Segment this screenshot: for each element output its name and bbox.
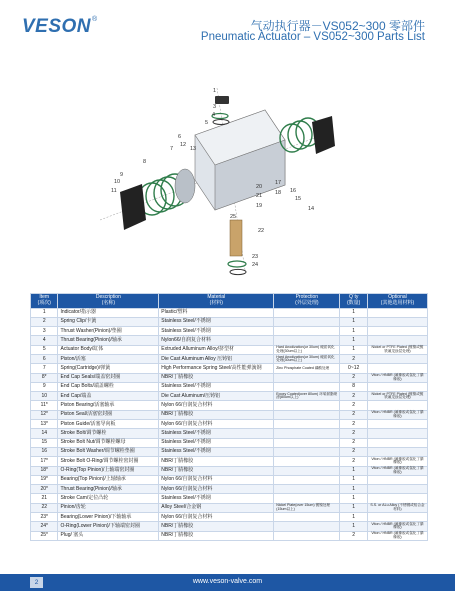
- cell-item: 12*: [31, 410, 58, 419]
- cell-item: 18*: [31, 466, 58, 475]
- cell-description: O-Ring(Lower Pinion)/下轴端密封圈: [58, 522, 159, 531]
- cell-description: End Cap Bolts/端盖螺栓: [58, 382, 159, 391]
- callout-23: 23: [252, 254, 259, 260]
- table-row: [31, 420, 428, 429]
- cell-optional: Viton / HNBR (氟橡胶或氢化丁腈橡胶): [367, 457, 427, 466]
- callout-20: 20: [256, 184, 263, 190]
- table-row: [31, 531, 428, 540]
- table-row: [31, 308, 428, 317]
- cell-material: Stainless Steel/不锈钢: [159, 429, 274, 438]
- page-footer: [0, 574, 455, 591]
- header-description: Description (名称): [58, 294, 159, 309]
- cell-optional: [367, 485, 427, 494]
- cell-description: Piston/活塞: [58, 354, 159, 363]
- cell-description: Stroke Cam/定位凸轮: [58, 494, 159, 503]
- table-header-row: [31, 294, 428, 309]
- cell-material: Stainless Steel/不锈钢: [159, 494, 274, 503]
- table-row: [31, 503, 428, 512]
- cell-optional: [367, 364, 427, 373]
- cell-optional: Viton / HNBR (氟橡胶或氢化丁腈橡胶): [367, 531, 427, 540]
- cell-description: Thrust Bearing(Pinion)/轴承: [58, 485, 159, 494]
- cell-item: 5: [31, 345, 58, 354]
- cell-protection: [274, 429, 340, 438]
- cell-qty: 1: [340, 327, 367, 336]
- cell-qty: 1: [340, 336, 367, 345]
- registered-mark: ®: [92, 16, 98, 23]
- cell-optional: Nickel or PTFE Plated (镀镍或镀铁氟龙涂层处理): [367, 345, 427, 354]
- cell-qty: 1: [340, 317, 367, 326]
- cell-protection: Hard Anodization(ur 30um) 硬质氧化处理(30um以上): [274, 354, 340, 363]
- table-row: [31, 447, 428, 456]
- cell-description: Stroke Bolt/调节螺栓: [58, 429, 159, 438]
- cell-item: 19*: [31, 475, 58, 484]
- top-oring-part: [213, 120, 229, 125]
- cell-protection: Nickel Plate(over 15um) 镀镍处理(15um以上): [274, 503, 340, 512]
- exploded-view-diagram: [80, 80, 340, 280]
- page-header: [0, 0, 455, 54]
- cell-protection: [274, 485, 340, 494]
- callout-9: 9: [120, 172, 124, 178]
- cell-material: NBR/丁腈橡胶: [159, 457, 274, 466]
- cell-protection: [274, 382, 340, 391]
- cell-description: Piston Seal/活塞密封圈: [58, 410, 159, 419]
- cell-material: High Performance Spring Steel/高性能弹簧钢: [159, 364, 274, 373]
- table-row: [31, 429, 428, 438]
- cell-description: End Cap/端盖: [58, 392, 159, 401]
- callout-13: 13: [190, 146, 197, 152]
- callout-6: 6: [178, 134, 182, 140]
- cell-description: Stroke Bolt Nut/调节螺栓螺母: [58, 438, 159, 447]
- table-row: [31, 382, 428, 391]
- cell-material: Plastic/塑料: [159, 308, 274, 317]
- cell-material: Nylon 66/自润复合材料: [159, 513, 274, 522]
- cell-material: Stainless Steel/不锈钢: [159, 447, 274, 456]
- cell-optional: [367, 354, 427, 363]
- pinion-part: [230, 220, 242, 256]
- table-row: [31, 345, 428, 354]
- cell-material: Stainless Steel/不锈钢: [159, 317, 274, 326]
- cell-item: 22: [31, 503, 58, 512]
- cell-material: Die Cast Aluminum/压铸铝: [159, 392, 274, 401]
- lower-bearing-part: [228, 261, 246, 267]
- callout-14: 14: [308, 206, 315, 212]
- lower-oring-part: [230, 269, 246, 274]
- cell-qty: 2: [340, 410, 367, 419]
- callout-12: 12: [180, 142, 187, 148]
- cell-item: 4: [31, 336, 58, 345]
- cell-description: Spring Clip/卡簧: [58, 317, 159, 326]
- table-row: [31, 475, 428, 484]
- callout-2: 2: [217, 96, 221, 102]
- callout-11: 11: [111, 188, 117, 194]
- cell-item: 6: [31, 354, 58, 363]
- cell-description: Bearing(Lower Pinion)/下轴轴承: [58, 513, 159, 522]
- cell-optional: Viton / HNBR (氟橡胶或氢化丁腈橡胶): [367, 522, 427, 531]
- cell-qty: 2: [340, 392, 367, 401]
- cell-protection: [274, 327, 340, 336]
- table-row: [31, 336, 428, 345]
- cell-qty: 2: [340, 457, 367, 466]
- table-row: [31, 522, 428, 531]
- cell-optional: [367, 327, 427, 336]
- callout-16: 16: [290, 188, 297, 194]
- callout-25: 25: [230, 214, 237, 220]
- cell-optional: [367, 382, 427, 391]
- left-end-cap-part: [120, 184, 146, 230]
- table-row: [31, 373, 428, 382]
- cell-optional: [367, 513, 427, 522]
- cell-material: NBR/丁腈橡胶: [159, 373, 274, 382]
- cell-material: Nylon 66/自润复合材料: [159, 485, 274, 494]
- header-optional: Optional (其他选用材料): [367, 294, 427, 309]
- cell-optional: [367, 475, 427, 484]
- title-english: Pneumatic Actuator – VS052~300 Parts List: [200, 31, 425, 43]
- cell-qty: 2: [340, 429, 367, 438]
- header-protection: Protection (外层处理): [274, 294, 340, 309]
- cell-item: 14: [31, 429, 58, 438]
- callout-1: 1: [213, 88, 217, 94]
- cell-optional: [367, 336, 427, 345]
- cell-qty: 0~12: [340, 364, 367, 373]
- cell-protection: [274, 513, 340, 522]
- parts-table: [30, 293, 428, 541]
- table-row: [31, 513, 428, 522]
- cell-optional: [367, 401, 427, 410]
- cell-item: 23*: [31, 513, 58, 522]
- cell-description: Plug/ 塞头: [58, 531, 159, 540]
- cell-protection: [274, 410, 340, 419]
- cell-optional: Viton / HNBR (氟橡胶或氢化丁腈橡胶): [367, 373, 427, 382]
- callout-3: 3: [213, 104, 217, 110]
- cell-protection: Zinc Phosphate Coated 磷酸处理: [274, 364, 340, 373]
- cell-description: Thrust Bearing(Pinion)/轴承: [58, 336, 159, 345]
- cell-item: 3: [31, 327, 58, 336]
- cell-item: 21: [31, 494, 58, 503]
- cell-material: Stainless Steel/不锈钢: [159, 382, 274, 391]
- actuator-body-part: [195, 110, 285, 210]
- cell-optional: Nickel or PTFE Plated (镀镍或镀铁氟龙涂层处理): [367, 392, 427, 401]
- cell-qty: 1: [340, 308, 367, 317]
- brand-logo: [22, 16, 97, 38]
- cell-item: 7: [31, 364, 58, 373]
- cell-optional: [367, 420, 427, 429]
- cell-description: Piston Guide/活塞导向板: [58, 420, 159, 429]
- cell-protection: Hard Anodization(ur 30um) 硬质氧化处理(30um以上): [274, 345, 340, 354]
- cell-protection: [274, 475, 340, 484]
- cell-description: Indicator/指示器: [58, 308, 159, 317]
- cell-item: 17*: [31, 457, 58, 466]
- logo-text: VESON: [22, 16, 92, 37]
- cell-qty: 1: [340, 513, 367, 522]
- cell-optional: [367, 317, 427, 326]
- cell-optional: S.S. or ALu Alloy (不锈钢或铝合金材料): [367, 503, 427, 512]
- cell-material: Nylon 66/自润复合材料: [159, 420, 274, 429]
- cell-description: Bearing(Top Pinion)/上轴轴承: [58, 475, 159, 484]
- cell-material: Alloy Steel/合金钢: [159, 503, 274, 512]
- cell-qty: 1: [340, 503, 367, 512]
- callout-7: 7: [170, 146, 174, 152]
- header-material: Material (材料): [159, 294, 274, 309]
- callout-15: 15: [295, 196, 302, 202]
- cell-optional: [367, 438, 427, 447]
- cell-item: 24*: [31, 522, 58, 531]
- cell-material: Nylon 66/自润复合材料: [159, 475, 274, 484]
- cell-material: NBR/丁腈橡胶: [159, 522, 274, 531]
- cell-description: Stroke Bolt O-Ring/调节螺栓密封圈: [58, 457, 159, 466]
- cell-material: NBR/丁腈橡胶: [159, 410, 274, 419]
- cell-item: 25*: [31, 531, 58, 540]
- cell-item: 15: [31, 438, 58, 447]
- cell-description: Stroke Bolt Washer/调节螺栓垫圈: [58, 447, 159, 456]
- cell-material: NBR/丁腈橡胶: [159, 531, 274, 540]
- cell-protection: Epoxy Coated(over 80um) 环氧树脂喷涂(80um以上): [274, 392, 340, 401]
- cell-optional: [367, 308, 427, 317]
- cell-protection: [274, 336, 340, 345]
- cell-description: O-Ring(Top Pinion)/上轴端密封圈: [58, 466, 159, 475]
- title-chinese: 气动执行器－VS052~300 零部件: [250, 19, 425, 33]
- cell-item: 9: [31, 382, 58, 391]
- cell-qty: 1: [340, 475, 367, 484]
- page-number: 2: [30, 577, 43, 588]
- header-item: Item (项次): [31, 294, 58, 309]
- cell-optional: [367, 447, 427, 456]
- cell-material: Extruded Alluminum Alloy/挤型材: [159, 345, 274, 354]
- cell-protection: [274, 420, 340, 429]
- cell-material: Nylon 66/自润复合材料: [159, 401, 274, 410]
- cell-protection: [274, 494, 340, 503]
- cell-material: Nylon66/自润复合材料: [159, 336, 274, 345]
- callout-5: 5: [205, 120, 209, 126]
- callout-19: 19: [256, 203, 263, 209]
- cell-protection: [274, 522, 340, 531]
- cell-qty: 1: [340, 466, 367, 475]
- cell-description: Spring(Cartridge)/弹簧: [58, 364, 159, 373]
- cell-material: Stainless Steel/不锈钢: [159, 438, 274, 447]
- cell-qty: 1: [340, 345, 367, 354]
- cell-item: 2: [31, 317, 58, 326]
- cell-description: Pinion/齿轮: [58, 503, 159, 512]
- table-row: [31, 317, 428, 326]
- table-row: [31, 438, 428, 447]
- callout-4: 4: [212, 112, 216, 118]
- cell-optional: Viton / HNBR (氟橡胶或氢化丁腈橡胶): [367, 466, 427, 475]
- callout-8: 8: [143, 159, 147, 165]
- cell-qty: 2: [340, 354, 367, 363]
- cell-qty: 2: [340, 420, 367, 429]
- cell-item: 10: [31, 392, 58, 401]
- cell-protection: [274, 447, 340, 456]
- table-row: [31, 401, 428, 410]
- cell-qty: 1: [340, 494, 367, 503]
- cell-material: Die Cast Aluminum Alloy 压铸铝: [159, 354, 274, 363]
- cell-optional: [367, 494, 427, 503]
- cell-qty: 2: [340, 373, 367, 382]
- cell-optional: [367, 429, 427, 438]
- callout-24: 24: [252, 262, 259, 268]
- cell-protection: [274, 308, 340, 317]
- cell-protection: [274, 401, 340, 410]
- cell-protection: [274, 531, 340, 540]
- callout-22: 22: [258, 228, 265, 234]
- cell-description: Piston Bearing/活塞轴承: [58, 401, 159, 410]
- cell-item: 13*: [31, 420, 58, 429]
- callout-21: 21: [256, 193, 263, 199]
- cell-item: 16: [31, 447, 58, 456]
- cell-item: 20*: [31, 485, 58, 494]
- table-row: [31, 494, 428, 503]
- cell-protection: [274, 466, 340, 475]
- cell-qty: 1: [340, 485, 367, 494]
- cell-description: End Cap Seals/端盖密封圈: [58, 373, 159, 382]
- cell-item: 1: [31, 308, 58, 317]
- cell-protection: [274, 317, 340, 326]
- cell-qty: 8: [340, 382, 367, 391]
- cell-qty: 2: [340, 531, 367, 540]
- cell-protection: [274, 373, 340, 382]
- header-qty: Q`ty (数量): [340, 294, 367, 309]
- cell-item: 8*: [31, 373, 58, 382]
- callout-17: 17: [275, 180, 282, 186]
- cell-qty: 2: [340, 401, 367, 410]
- table-row: [31, 410, 428, 419]
- table-row: [31, 485, 428, 494]
- cell-material: NBR/丁腈橡胶: [159, 466, 274, 475]
- cell-qty: 2: [340, 447, 367, 456]
- left-piston-part: [175, 169, 195, 203]
- cell-qty: 2: [340, 438, 367, 447]
- cell-description: Actuator Body/缸体: [58, 345, 159, 354]
- table-row: [31, 354, 428, 363]
- website-url: www.veson-valve.com: [192, 578, 263, 585]
- table-row: [31, 364, 428, 373]
- table-row: [31, 457, 428, 466]
- cell-item: 11*: [31, 401, 58, 410]
- callout-18: 18: [275, 190, 282, 196]
- cell-protection: [274, 438, 340, 447]
- cell-material: Stainless Steel/不锈钢: [159, 327, 274, 336]
- table-row: [31, 327, 428, 336]
- table-row: [31, 392, 428, 401]
- cell-description: Thrust Washer(Pinion)/垫圈: [58, 327, 159, 336]
- cell-protection: [274, 457, 340, 466]
- cell-qty: 1: [340, 522, 367, 531]
- cell-optional: Viton / HNBR (氟橡胶或氢化丁腈橡胶): [367, 410, 427, 419]
- table-row: [31, 466, 428, 475]
- callout-10: 10: [114, 179, 121, 185]
- right-end-cap-part: [312, 116, 335, 154]
